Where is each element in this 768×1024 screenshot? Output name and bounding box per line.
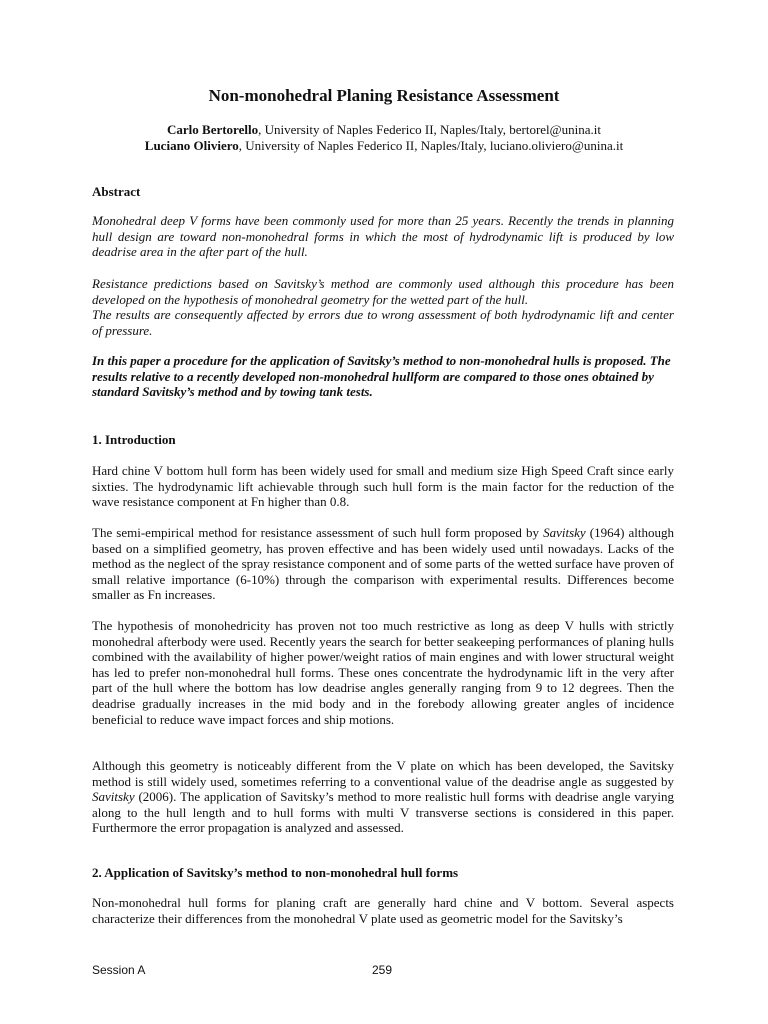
paper-title: Non-monohedral Planing Resistance Assessment	[208, 86, 560, 105]
author-affiliation: , University of Naples Federico II, Naples/Italy, bertorel@unina.it	[258, 122, 601, 137]
intro-paragraph-1: Hard chine V bottom hull form has been widely used for small and medium size High Speed Craft since early sixties. The hydrodynamic lift achievable through such hull form is the main factor for the reduction of the wave resistance component at Fn higher than 0.8.	[92, 463, 674, 510]
abstract-heading: Abstract	[92, 184, 141, 199]
abstract-paragraph-3: In this paper a procedure for the application of Savitsky’s method to non-monohedral hulls is proposed. The results relative to a recently developed non-monohedral hullform are compared to those ones obtained by standard Savitsky’s method and by towing tank tests.	[92, 353, 671, 400]
section-1-heading: 1. Introduction	[92, 432, 176, 447]
author-name: Luciano Oliviero	[144, 138, 239, 153]
author-line-1	[0, 122, 768, 138]
abstract-paragraph-2: Resistance predictions based on Savitsky’s method are commonly used although this procedure has been developed on the hypothesis of monohedral geometry for the wetted part of the hull. The results are consequently affected by errors due to wrong assessment of both hydrodynamic lift and center of pressure.	[92, 276, 674, 338]
author-name: Carlo Bertorello	[167, 122, 259, 137]
abstract-paragraph-1: Monohedral deep V forms have been commonly used for more than 25 years. Recently the trends in planning hull design are toward non-monohedral forms in which the most of hydrodynamic lift is produced by low deadrise area in the after part of the hull.	[92, 213, 674, 260]
citation: Savitsky	[92, 789, 135, 805]
intro-paragraph-2: The semi-empirical method for resistance assessment of such hull form proposed by Savitsky (1964) although based on a simplified geometry, has proven effective and has been widely used until nowadays. Lacks of the method as the neglect of the spray resistance component and of some parts of the wetted surface have proven of small relative importance (6-10%) through the comparison with experimental results. Differences become smaller as Fn increases.	[92, 525, 674, 603]
footer-session: Session A	[92, 963, 146, 977]
author-line-2	[0, 138, 768, 154]
intro-paragraph-3: The hypothesis of monohedricity has proven not too much restrictive as long as deep V hulls with strictly monohedral afterbody were used. Recently years the search for better seakeeping performances of planing hulls combined with the availability of higher power/weight ratios of main engines and with lower structural weight has led to prefer non-monohedral hull forms. These ones concentrate the hydrodynamic lift in the very after part of the hull where the bottom has low deadrise angles generally ranging from 9 to 12 degrees. Then the deadrise gradually increases in the mid body and in the forebody allowing greater angles of incidence beneficial to reduce wave impact forces and ship motions.	[92, 618, 674, 727]
citation: Savitsky	[543, 525, 586, 540]
section-2-heading: 2. Application of Savitsky’s method to non-monohedral hull forms	[92, 865, 459, 880]
intro-paragraph-4: Although this geometry is noticeably different from the V plate on which has been developed, the Savitsky method is still widely used, sometimes referring to a conventional value of the deadrise angle as suggested by Savitsky (2006). The application of Savitsky’s method to more realistic hull forms with deadrise angle varying along to the hull length and to hull forms with multi V transverse sections is considered in this paper. Furthermore the error propagation is analyzed and assessed.	[92, 758, 674, 836]
author-block	[0, 122, 768, 154]
section-2-paragraph-1: Non-monohedral hull forms for planing craft are generally hard chine and V bottom. Several aspects characterize their differences from the monohedral V plate used as geometric model for the Savitsky’s	[92, 895, 674, 926]
footer-page-number: 259	[372, 963, 393, 977]
author-affiliation: , University of Naples Federico II, Naples/Italy, luciano.oliviero@unina.it	[238, 138, 624, 153]
